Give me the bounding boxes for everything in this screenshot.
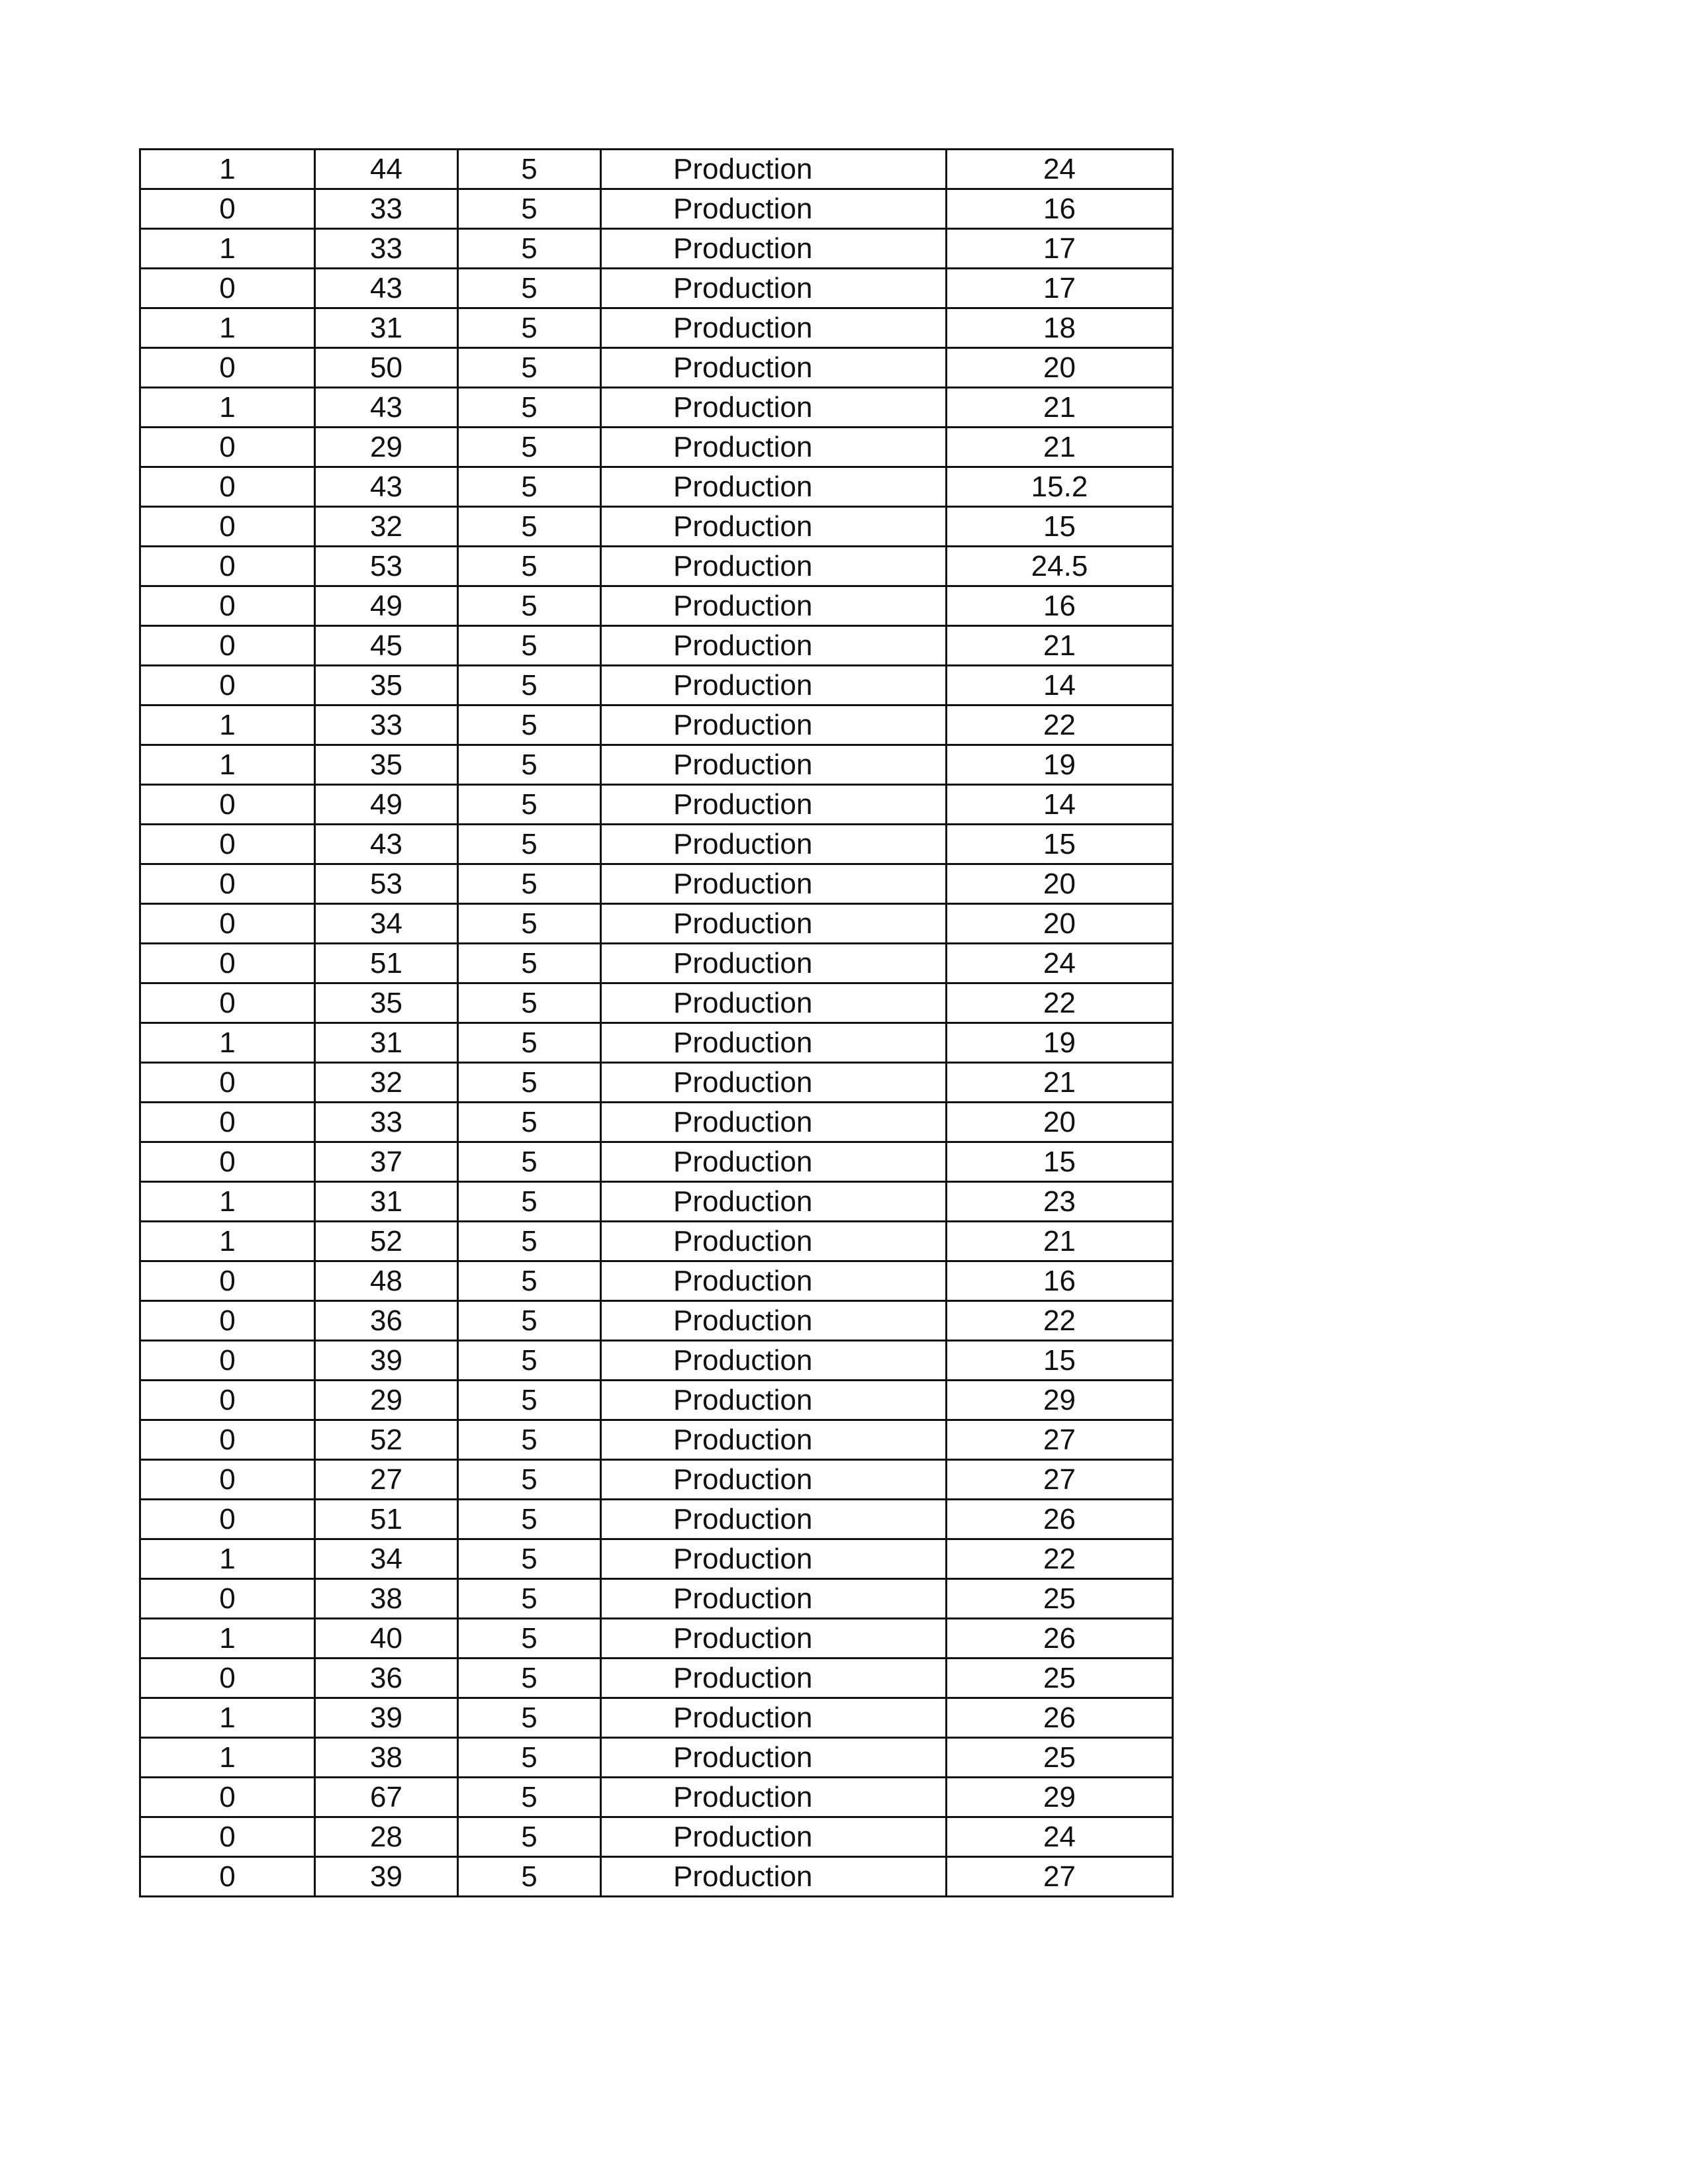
flag-cell: 0 [140, 1261, 315, 1301]
table-row [140, 904, 1173, 944]
age-cell: 29 [315, 1381, 458, 1420]
table-row [140, 1381, 1173, 1420]
value-cell: 20 [947, 864, 1173, 904]
level-cell: 5 [458, 983, 601, 1023]
table-row [140, 1817, 1173, 1857]
value-cell: 14 [947, 785, 1173, 825]
flag-cell: 0 [140, 1579, 315, 1619]
table-row [140, 1103, 1173, 1142]
value-cell: 16 [947, 189, 1173, 229]
department-cell: Production [601, 1659, 947, 1698]
level-cell: 5 [458, 1182, 601, 1222]
level-cell: 5 [458, 150, 601, 189]
level-cell: 5 [458, 1659, 601, 1698]
flag-cell: 1 [140, 1023, 315, 1063]
table-row [140, 1619, 1173, 1659]
department-cell: Production [601, 1619, 947, 1659]
table-row [140, 1182, 1173, 1222]
value-cell: 16 [947, 586, 1173, 626]
flag-cell: 0 [140, 1659, 315, 1698]
value-cell: 21 [947, 388, 1173, 428]
flag-cell: 0 [140, 1500, 315, 1539]
age-cell: 34 [315, 1539, 458, 1579]
value-cell: 26 [947, 1698, 1173, 1738]
age-cell: 51 [315, 1500, 458, 1539]
table-row [140, 1659, 1173, 1698]
level-cell: 5 [458, 626, 601, 666]
flag-cell: 0 [140, 1420, 315, 1460]
department-cell: Production [601, 1778, 947, 1817]
table-row [140, 1738, 1173, 1778]
age-cell: 33 [315, 1103, 458, 1142]
department-cell: Production [601, 1500, 947, 1539]
age-cell: 33 [315, 229, 458, 269]
level-cell: 5 [458, 1301, 601, 1341]
age-cell: 33 [315, 189, 458, 229]
flag-cell: 0 [140, 428, 315, 467]
level-cell: 5 [458, 825, 601, 864]
flag-cell: 0 [140, 1778, 315, 1817]
flag-cell: 0 [140, 944, 315, 983]
table-row [140, 1857, 1173, 1897]
department-cell: Production [601, 1817, 947, 1857]
table-row [140, 467, 1173, 507]
level-cell: 5 [458, 1698, 601, 1738]
table-row [140, 1222, 1173, 1261]
department-cell: Production [601, 1460, 947, 1500]
value-cell: 20 [947, 348, 1173, 388]
flag-cell: 0 [140, 1381, 315, 1420]
level-cell: 5 [458, 1857, 601, 1897]
department-cell: Production [601, 1857, 947, 1897]
table-row [140, 1420, 1173, 1460]
level-cell: 5 [458, 1103, 601, 1142]
table-row [140, 1460, 1173, 1500]
age-cell: 48 [315, 1261, 458, 1301]
table-row [140, 1142, 1173, 1182]
age-cell: 38 [315, 1579, 458, 1619]
department-cell: Production [601, 1023, 947, 1063]
value-cell: 22 [947, 1301, 1173, 1341]
department-cell: Production [601, 785, 947, 825]
table-row [140, 1341, 1173, 1381]
value-cell: 15 [947, 507, 1173, 547]
data-table [139, 148, 1174, 1897]
age-cell: 38 [315, 1738, 458, 1778]
department-cell: Production [601, 586, 947, 626]
level-cell: 5 [458, 1023, 601, 1063]
value-cell: 15 [947, 825, 1173, 864]
level-cell: 5 [458, 1261, 601, 1301]
department-cell: Production [601, 547, 947, 586]
value-cell: 17 [947, 269, 1173, 308]
flag-cell: 0 [140, 348, 315, 388]
department-cell: Production [601, 348, 947, 388]
flag-cell: 0 [140, 626, 315, 666]
table-row [140, 825, 1173, 864]
level-cell: 5 [458, 467, 601, 507]
flag-cell: 0 [140, 1460, 315, 1500]
department-cell: Production [601, 1698, 947, 1738]
flag-cell: 0 [140, 1857, 315, 1897]
value-cell: 26 [947, 1619, 1173, 1659]
level-cell: 5 [458, 944, 601, 983]
age-cell: 32 [315, 507, 458, 547]
age-cell: 52 [315, 1420, 458, 1460]
department-cell: Production [601, 1063, 947, 1103]
age-cell: 39 [315, 1341, 458, 1381]
table-row [140, 308, 1173, 348]
age-cell: 49 [315, 785, 458, 825]
flag-cell: 0 [140, 269, 315, 308]
department-cell: Production [601, 983, 947, 1023]
department-cell: Production [601, 1341, 947, 1381]
level-cell: 5 [458, 1381, 601, 1420]
department-cell: Production [601, 864, 947, 904]
department-cell: Production [601, 388, 947, 428]
age-cell: 37 [315, 1142, 458, 1182]
department-cell: Production [601, 705, 947, 745]
flag-cell: 1 [140, 150, 315, 189]
table-row [140, 269, 1173, 308]
value-cell: 18 [947, 308, 1173, 348]
department-cell: Production [601, 428, 947, 467]
value-cell: 16 [947, 1261, 1173, 1301]
age-cell: 52 [315, 1222, 458, 1261]
department-cell: Production [601, 269, 947, 308]
flag-cell: 1 [140, 1539, 315, 1579]
value-cell: 19 [947, 745, 1173, 785]
flag-cell: 0 [140, 507, 315, 547]
level-cell: 5 [458, 308, 601, 348]
age-cell: 31 [315, 308, 458, 348]
level-cell: 5 [458, 269, 601, 308]
age-cell: 27 [315, 1460, 458, 1500]
table-row [140, 1063, 1173, 1103]
department-cell: Production [601, 1738, 947, 1778]
table-row [140, 189, 1173, 229]
level-cell: 5 [458, 904, 601, 944]
department-cell: Production [601, 1182, 947, 1222]
value-cell: 24 [947, 1817, 1173, 1857]
age-cell: 50 [315, 348, 458, 388]
department-cell: Production [601, 308, 947, 348]
department-cell: Production [601, 150, 947, 189]
level-cell: 5 [458, 1579, 601, 1619]
flag-cell: 0 [140, 1341, 315, 1381]
age-cell: 32 [315, 1063, 458, 1103]
age-cell: 43 [315, 269, 458, 308]
age-cell: 31 [315, 1182, 458, 1222]
flag-cell: 1 [140, 1738, 315, 1778]
level-cell: 5 [458, 1539, 601, 1579]
department-cell: Production [601, 1103, 947, 1142]
flag-cell: 1 [140, 1222, 315, 1261]
age-cell: 40 [315, 1619, 458, 1659]
table-row [140, 229, 1173, 269]
value-cell: 22 [947, 705, 1173, 745]
table-body [140, 150, 1173, 1897]
flag-cell: 1 [140, 1619, 315, 1659]
table-row [140, 1023, 1173, 1063]
table-row [140, 388, 1173, 428]
level-cell: 5 [458, 745, 601, 785]
level-cell: 5 [458, 1778, 601, 1817]
value-cell: 27 [947, 1460, 1173, 1500]
level-cell: 5 [458, 1420, 601, 1460]
age-cell: 39 [315, 1857, 458, 1897]
value-cell: 24 [947, 944, 1173, 983]
value-cell: 25 [947, 1659, 1173, 1698]
table-row [140, 1778, 1173, 1817]
department-cell: Production [601, 507, 947, 547]
level-cell: 5 [458, 348, 601, 388]
department-cell: Production [601, 626, 947, 666]
level-cell: 5 [458, 1222, 601, 1261]
flag-cell: 0 [140, 825, 315, 864]
level-cell: 5 [458, 547, 601, 586]
flag-cell: 0 [140, 1142, 315, 1182]
value-cell: 20 [947, 904, 1173, 944]
flag-cell: 1 [140, 1698, 315, 1738]
value-cell: 25 [947, 1738, 1173, 1778]
value-cell: 20 [947, 1103, 1173, 1142]
age-cell: 35 [315, 745, 458, 785]
value-cell: 25 [947, 1579, 1173, 1619]
level-cell: 5 [458, 705, 601, 745]
flag-cell: 0 [140, 547, 315, 586]
department-cell: Production [601, 1261, 947, 1301]
value-cell: 17 [947, 229, 1173, 269]
age-cell: 34 [315, 904, 458, 944]
age-cell: 43 [315, 388, 458, 428]
age-cell: 49 [315, 586, 458, 626]
age-cell: 29 [315, 428, 458, 467]
value-cell: 21 [947, 626, 1173, 666]
age-cell: 36 [315, 1659, 458, 1698]
department-cell: Production [601, 1579, 947, 1619]
flag-cell: 0 [140, 864, 315, 904]
value-cell: 15 [947, 1341, 1173, 1381]
table-row [140, 1539, 1173, 1579]
table-row [140, 1698, 1173, 1738]
flag-cell: 0 [140, 666, 315, 705]
level-cell: 5 [458, 388, 601, 428]
age-cell: 35 [315, 983, 458, 1023]
value-cell: 22 [947, 1539, 1173, 1579]
flag-cell: 0 [140, 189, 315, 229]
age-cell: 45 [315, 626, 458, 666]
value-cell: 15.2 [947, 467, 1173, 507]
table-row [140, 348, 1173, 388]
age-cell: 36 [315, 1301, 458, 1341]
table-row [140, 1301, 1173, 1341]
level-cell: 5 [458, 428, 601, 467]
level-cell: 5 [458, 229, 601, 269]
level-cell: 5 [458, 1500, 601, 1539]
age-cell: 44 [315, 150, 458, 189]
flag-cell: 1 [140, 705, 315, 745]
age-cell: 53 [315, 547, 458, 586]
value-cell: 21 [947, 1222, 1173, 1261]
department-cell: Production [601, 1142, 947, 1182]
department-cell: Production [601, 1222, 947, 1261]
department-cell: Production [601, 944, 947, 983]
level-cell: 5 [458, 1738, 601, 1778]
level-cell: 5 [458, 785, 601, 825]
table-row [140, 745, 1173, 785]
level-cell: 5 [458, 507, 601, 547]
value-cell: 27 [947, 1857, 1173, 1897]
age-cell: 31 [315, 1023, 458, 1063]
table-row [140, 150, 1173, 189]
department-cell: Production [601, 904, 947, 944]
level-cell: 5 [458, 666, 601, 705]
department-cell: Production [601, 189, 947, 229]
flag-cell: 0 [140, 904, 315, 944]
value-cell: 24.5 [947, 547, 1173, 586]
table-row [140, 428, 1173, 467]
table-row [140, 944, 1173, 983]
value-cell: 19 [947, 1023, 1173, 1063]
age-cell: 53 [315, 864, 458, 904]
department-cell: Production [601, 229, 947, 269]
value-cell: 22 [947, 983, 1173, 1023]
level-cell: 5 [458, 189, 601, 229]
level-cell: 5 [458, 586, 601, 626]
flag-cell: 0 [140, 1817, 315, 1857]
value-cell: 24 [947, 150, 1173, 189]
level-cell: 5 [458, 1619, 601, 1659]
table-row [140, 586, 1173, 626]
flag-cell: 1 [140, 745, 315, 785]
value-cell: 14 [947, 666, 1173, 705]
value-cell: 15 [947, 1142, 1173, 1182]
age-cell: 67 [315, 1778, 458, 1817]
level-cell: 5 [458, 1460, 601, 1500]
level-cell: 5 [458, 1341, 601, 1381]
age-cell: 43 [315, 825, 458, 864]
department-cell: Production [601, 745, 947, 785]
value-cell: 21 [947, 428, 1173, 467]
table-row [140, 666, 1173, 705]
department-cell: Production [601, 666, 947, 705]
table-row [140, 1579, 1173, 1619]
table-row [140, 864, 1173, 904]
level-cell: 5 [458, 1142, 601, 1182]
value-cell: 27 [947, 1420, 1173, 1460]
table-row [140, 626, 1173, 666]
value-cell: 26 [947, 1500, 1173, 1539]
flag-cell: 0 [140, 467, 315, 507]
value-cell: 29 [947, 1381, 1173, 1420]
flag-cell: 1 [140, 308, 315, 348]
age-cell: 33 [315, 705, 458, 745]
age-cell: 35 [315, 666, 458, 705]
table-row [140, 547, 1173, 586]
age-cell: 28 [315, 1817, 458, 1857]
flag-cell: 1 [140, 229, 315, 269]
flag-cell: 0 [140, 586, 315, 626]
table-row [140, 983, 1173, 1023]
level-cell: 5 [458, 864, 601, 904]
flag-cell: 0 [140, 785, 315, 825]
level-cell: 5 [458, 1817, 601, 1857]
department-cell: Production [601, 825, 947, 864]
age-cell: 39 [315, 1698, 458, 1738]
department-cell: Production [601, 467, 947, 507]
age-cell: 43 [315, 467, 458, 507]
table-row [140, 705, 1173, 745]
department-cell: Production [601, 1420, 947, 1460]
flag-cell: 0 [140, 983, 315, 1023]
department-cell: Production [601, 1301, 947, 1341]
table-row [140, 1261, 1173, 1301]
flag-cell: 0 [140, 1301, 315, 1341]
value-cell: 29 [947, 1778, 1173, 1817]
table-row [140, 1500, 1173, 1539]
flag-cell: 0 [140, 1103, 315, 1142]
table-row [140, 507, 1173, 547]
flag-cell: 0 [140, 1063, 315, 1103]
value-cell: 23 [947, 1182, 1173, 1222]
table-row [140, 785, 1173, 825]
department-cell: Production [601, 1539, 947, 1579]
age-cell: 51 [315, 944, 458, 983]
department-cell: Production [601, 1381, 947, 1420]
flag-cell: 1 [140, 1182, 315, 1222]
level-cell: 5 [458, 1063, 601, 1103]
flag-cell: 1 [140, 388, 315, 428]
value-cell: 21 [947, 1063, 1173, 1103]
